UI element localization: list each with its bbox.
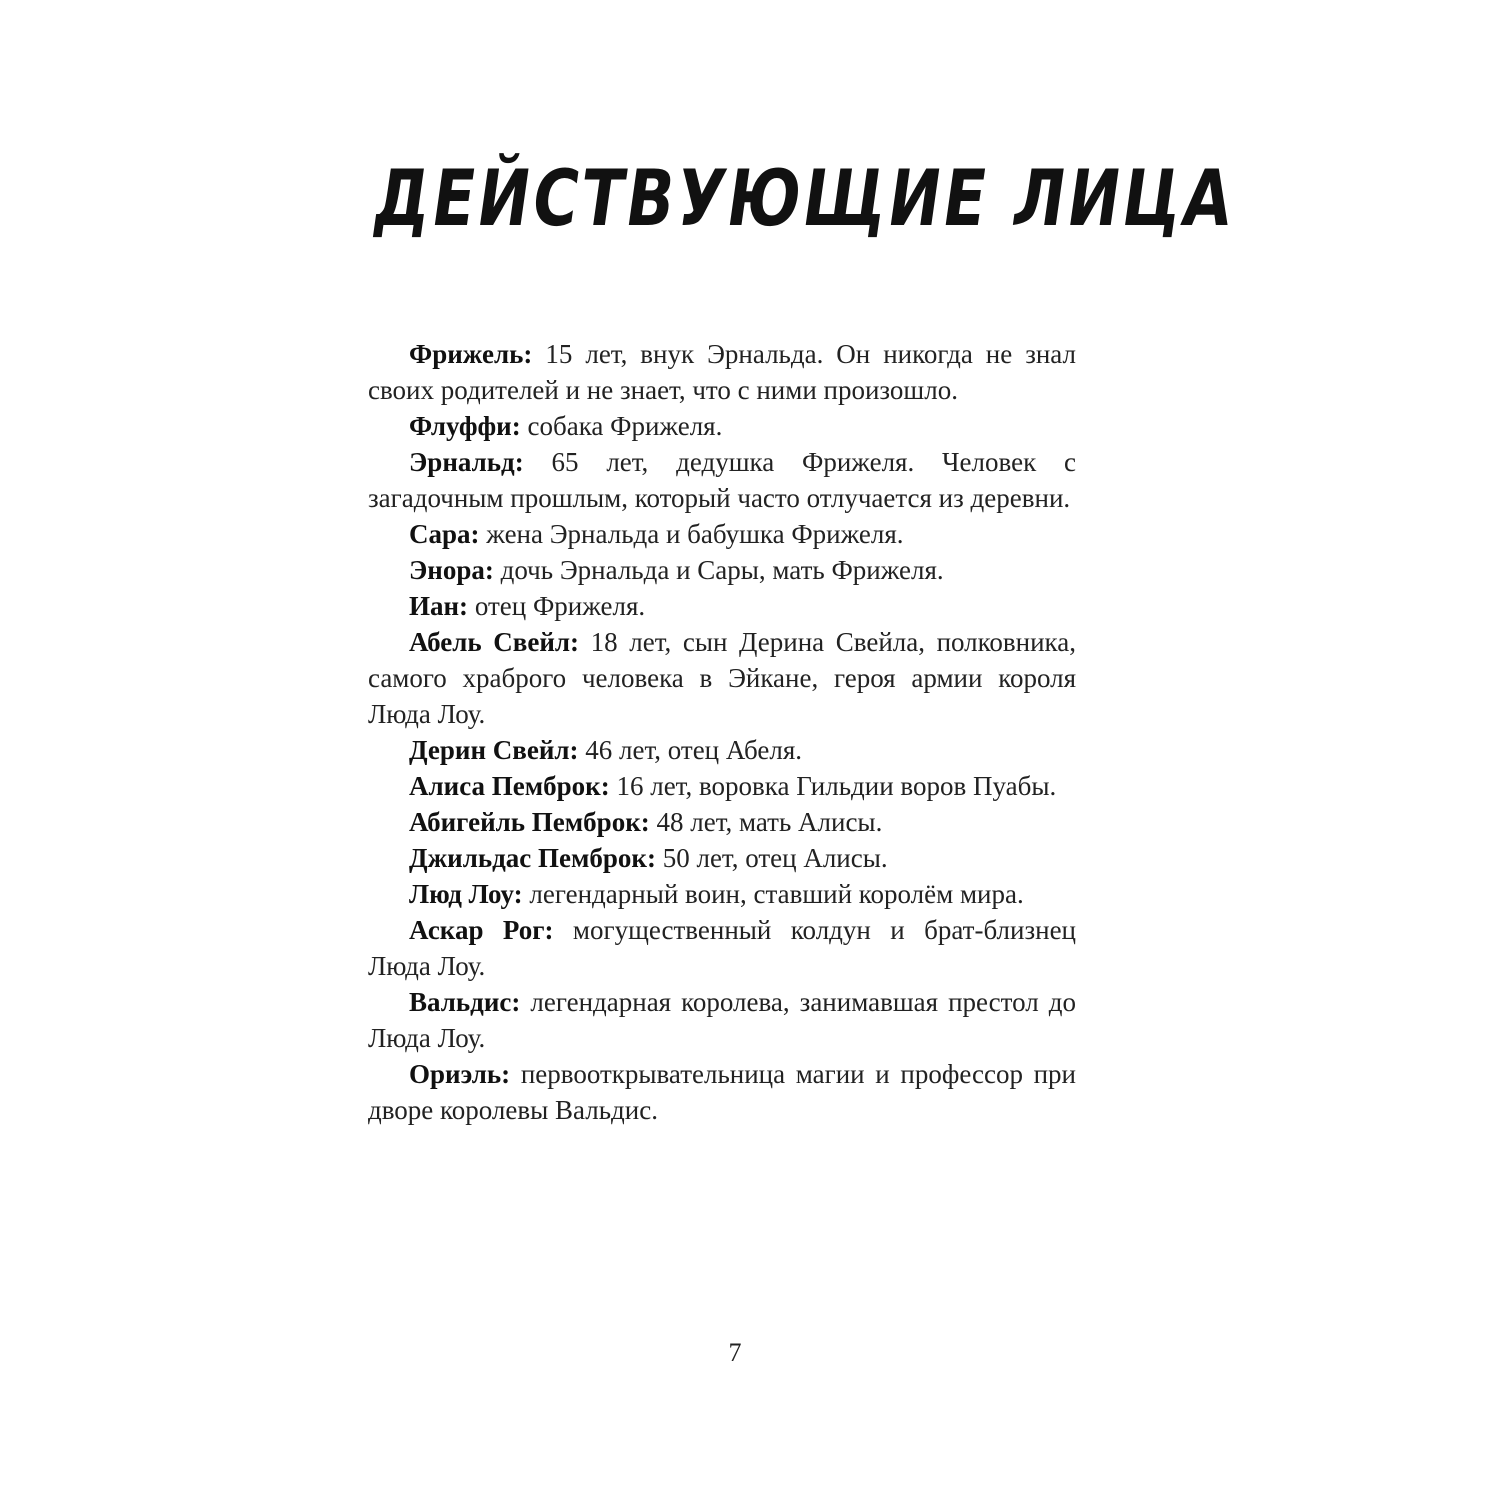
character-description: легендарная королева, занимавшая престол до Люда Лоу. [368,987,1077,1053]
page-number: 7 [728,1338,742,1367]
character-name: Иан: [409,591,469,621]
character-entry [368,876,1076,912]
character-name: Дерин Свейл: [409,735,579,765]
character-description: первооткрывательница магии и профессор при дворе королевы Вальдис. [368,1059,1076,1125]
character-description: дочь Эрнальда и Сары, мать Фрижеля. [500,555,944,585]
character-name: Флуффи: [409,411,521,441]
character-description: 16 лет, воровка Гильдии воров Пуабы. [616,771,1057,801]
character-entry [368,984,1076,1056]
character-name: Эрнальд: [409,447,524,477]
character-name: Энора: [409,555,494,585]
character-name: Вальдис: [409,987,521,1017]
character-description: 65 лет, дедушка Фрижеля. Человек с загадочным прошлым, который часто отлучается из деревни. [368,447,1077,513]
page-title: ДЕЙСТВУЮЩИЕ ЛИЦА [368,152,1242,244]
character-entry [368,840,1076,876]
character-description: 48 лет, мать Алисы. [656,807,883,837]
character-name: Аскар Рог: [409,915,554,945]
character-name: Абель Свейл: [409,627,580,657]
character-description: могущественный колдун и брат-близнец Люда Лоу. [368,915,1077,981]
character-description: жена Эрнальда и бабушка Фрижеля. [486,519,904,549]
character-entry [368,516,1076,552]
character-description: 46 лет, отец Абеля. [585,735,803,765]
character-entry [368,336,1076,408]
character-name: Алиса Пемброк: [409,771,610,801]
character-entry [368,912,1076,984]
character-entry [368,552,1076,588]
character-name: Фрижель: [409,339,533,369]
character-description: 15 лет, внук Эрнальда. Он никогда не знал своих родителей и не знает, что с ними произошло. [368,339,1077,405]
character-name: Сара: [409,519,480,549]
character-entry [368,408,1076,444]
character-entry [368,444,1076,516]
character-list [368,336,1076,1128]
character-entry [368,624,1076,732]
character-name: Ориэль: [409,1059,511,1089]
character-entry [368,1056,1076,1128]
character-name: Люд Лоу: [409,879,523,909]
character-description: 18 лет, сын Дерина Свейла, полковника, самого храброго человека в Эйкане, героя армии короля Люда Лоу. [368,627,1076,729]
character-entry [368,768,1076,804]
character-description: 50 лет, отец Алисы. [662,843,888,873]
character-description: собака Фрижеля. [527,411,723,441]
character-entry [368,732,1076,768]
character-name: Джильдас Пемброк: [409,843,656,873]
character-description: легендарный воин, ставший королём мира. [529,879,1024,909]
character-name: Абигейль Пемброк: [409,807,650,837]
character-entry [368,804,1076,840]
character-description: отец Фрижеля. [474,591,646,621]
character-entry [368,588,1076,624]
